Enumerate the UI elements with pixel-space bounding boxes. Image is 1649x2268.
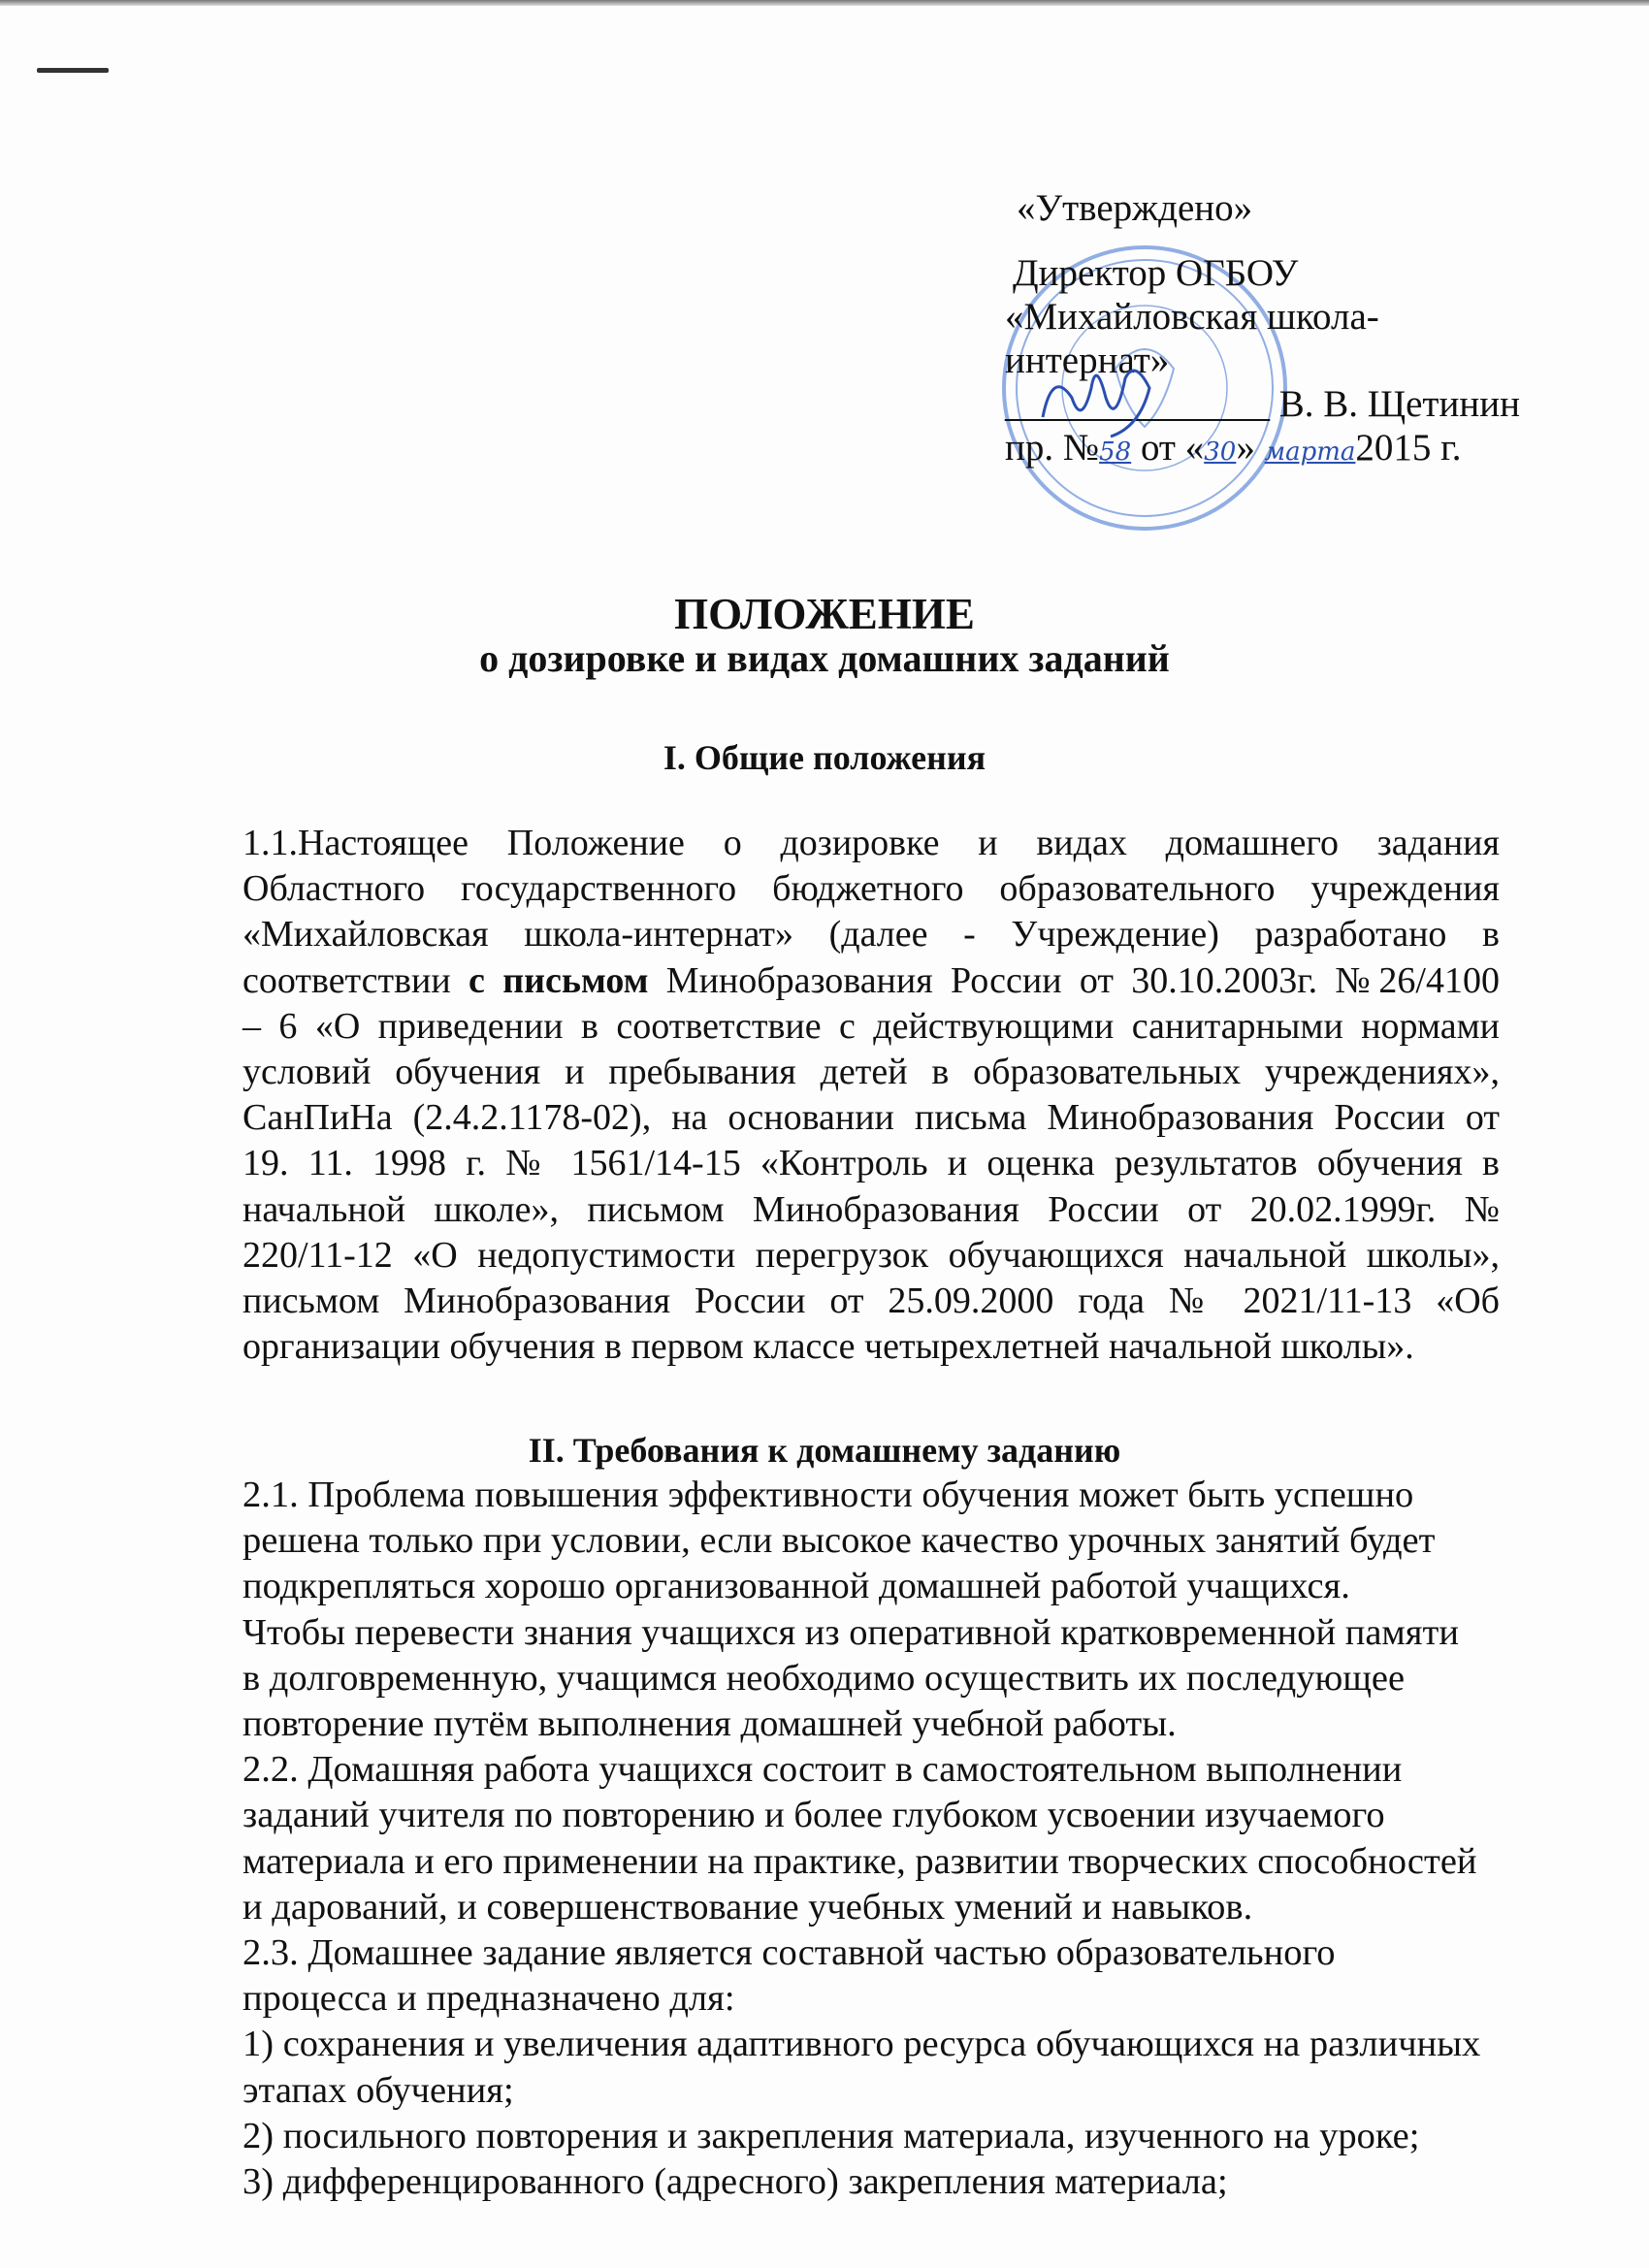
section-2-heading: II. Требования к домашнему заданию	[528, 1431, 1121, 1470]
approval-org-1: «Михайловская школа-	[1005, 296, 1379, 338]
document-title: ПОЛОЖЕНИЕ	[674, 590, 975, 638]
text-line: СанПиНа (2.4.2.1178-02), на основании письма Минобразования России от	[242, 1097, 1500, 1139]
approval-position: Директор ОГБОУ	[1013, 252, 1299, 294]
order-close: »	[1236, 427, 1255, 469]
bold-fragment: с письмом	[469, 959, 649, 1001]
text-fragment: соответствии	[242, 959, 469, 1001]
text-line: 3) дифференцированного (адресного) закрепления материала;	[242, 2161, 1228, 2203]
text-line	[242, 958, 1500, 1004]
order-day: 30	[1204, 437, 1237, 467]
order-month: марта	[1264, 437, 1356, 467]
text-line: 2.2. Домашняя работа учащихся состоит в самостоятельном выполнении	[242, 1749, 1403, 1791]
text-line: письмом Минобразования России от 25.09.2000 года № 2021/11-13 «Об	[242, 1280, 1500, 1322]
text-line: процесса и предназначено для:	[242, 1978, 735, 2020]
text-line: Областного государственного бюджетного образовательного учреждения	[242, 868, 1500, 910]
approval-org-2: интернат»	[1005, 340, 1170, 381]
approval-heading: «Утверждено»	[1017, 187, 1253, 229]
text-line: – 6 «О приведении в соответствие с действующими санитарными нормами	[242, 1005, 1500, 1047]
text-line: «Михайловская школа-интернат» (далее - Учреждение) разработано в	[242, 914, 1500, 956]
order-year: 2015 г.	[1355, 427, 1462, 469]
text-fragment: Минобразования России от 30.10.2003г. №26/4100	[648, 959, 1500, 1001]
text-line: 220/11-12 «О недопустимости перегрузок обучающихся начальной школы»,	[242, 1234, 1500, 1276]
text-line: начальной школе», письмом Минобразования России от 20.02.1999г. №	[242, 1188, 1500, 1230]
approval-signature-line: ______________ В. В. Щетинин	[1005, 383, 1520, 425]
text-line: подкрепляться хорошо организованной домашней работой учащихся.	[242, 1566, 1350, 1607]
signature	[1033, 359, 1188, 446]
text-line: 1) сохранения и увеличения адаптивного ресурса обучающихся на различных	[242, 2024, 1481, 2065]
text-line: Чтобы перевести знания учащихся из оперативной кратковременной памяти	[242, 1611, 1459, 1653]
text-line: 2) посильного повторения и закрепления материала, изученного на уроке;	[242, 2115, 1420, 2156]
text-line: материала и его применении на практике, развитии творческих способностей	[242, 1840, 1477, 1882]
text-line: этапах обучения;	[242, 2069, 514, 2111]
section-1-heading: I. Общие положения	[663, 738, 986, 777]
text-line: 2.3. Домашнее задание является составной частью образовательного	[242, 1932, 1336, 1974]
order-prefix: пр. №	[1005, 427, 1100, 469]
scan-top-edge	[0, 0, 1649, 6]
section-2-text	[242, 1473, 1500, 2205]
text-line: заданий учителя по повторению и более глубоком усвоении изучаемого	[242, 1795, 1385, 1836]
text-line: решена только при условии, если высокое качество урочных занятий будет	[242, 1520, 1436, 1562]
text-line: 1.1.Настоящее Положение о дозировке и видах домашнего задания	[242, 823, 1500, 863]
text-line: условий обучения и пребывания детей в образовательных учреждениях»,	[242, 1052, 1500, 1093]
order-from: от «	[1140, 427, 1205, 469]
document-subtitle: о дозировке и видах домашних заданий	[479, 636, 1170, 680]
order-number: 58	[1099, 437, 1132, 467]
text-line: организации обучения в первом классе четырехлетней начальной школы».	[242, 1326, 1414, 1368]
text-line: и дарований, и совершенствование учебных умений и навыков.	[242, 1886, 1253, 1928]
text-line: повторение путём выполнения домашней учебной работы.	[242, 1703, 1177, 1745]
text-line: в долговременную, учащимся необходимо осуществить их последующее	[242, 1657, 1406, 1699]
scan-mark	[37, 68, 109, 73]
section-1-paragraph	[242, 821, 1500, 1370]
text-line: 2.1. Проблема повышения эффективности обучения может быть успешно	[242, 1474, 1414, 1515]
text-line: 19. 11. 1998 г. № 1561/14-15 «Контроль и оценка результатов обучения в	[242, 1143, 1500, 1184]
